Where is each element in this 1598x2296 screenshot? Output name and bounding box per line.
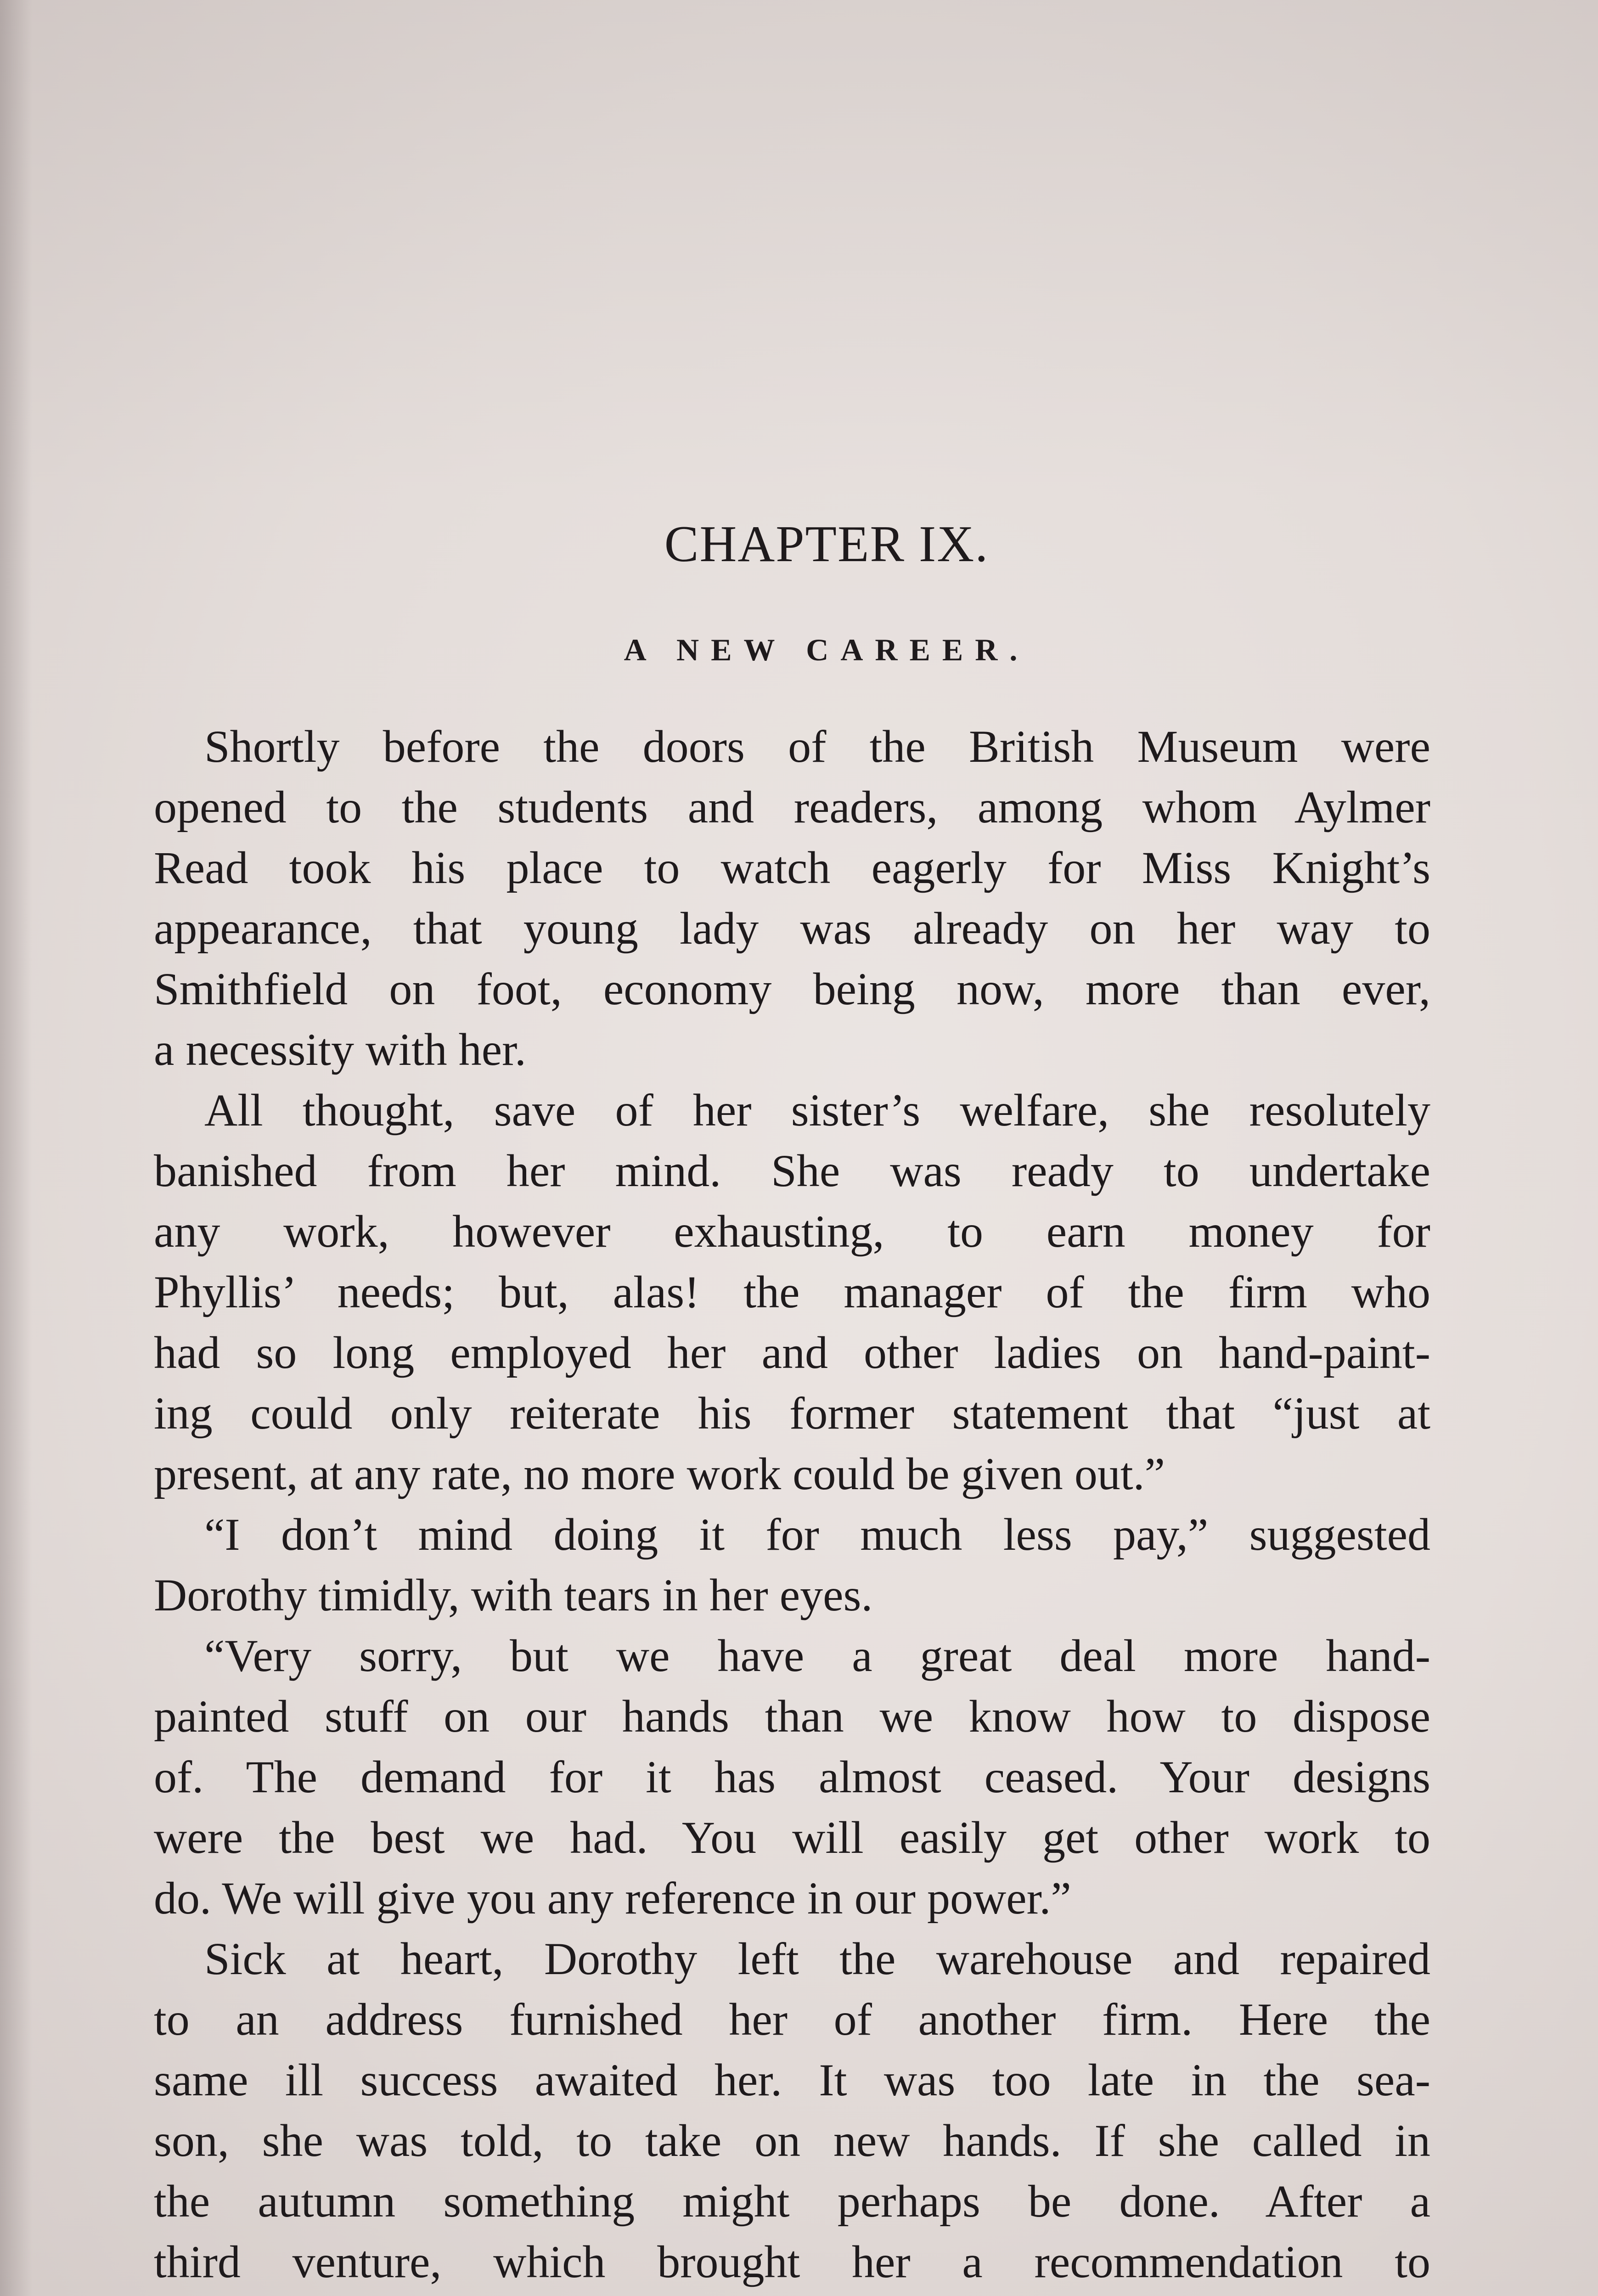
chapter-title: CHAPTER IX. [664, 516, 989, 573]
text-line: Phyllis’ needs; but, alas! the manager of the firm who [154, 1266, 1430, 1317]
text-line: son, she was told, to take on new hands. If she called in [154, 2115, 1430, 2166]
page-edge-shadow [0, 0, 32, 2296]
text-line: had so long employed her and other ladies on hand-paint- [154, 1327, 1430, 1378]
text-line: Smithfield on foot, economy being now, more than ever, [154, 963, 1430, 1014]
text-line: any work, however exhausting, to earn money for [154, 1206, 1430, 1257]
text-line: ing could only reiterate his former statement that “just at [154, 1388, 1430, 1439]
text-line: same ill success awaited her. It was too late in the sea- [154, 2054, 1430, 2105]
text-line: opened to the students and readers, among whom Aylmer [154, 782, 1430, 833]
text-line: do. We will give you any reference in our power.” [154, 1873, 1071, 1924]
body-text [154, 716, 1430, 2296]
text-line: present, at any rate, no more work could be given out.” [154, 1448, 1165, 1499]
text-line: painted stuff on our hands than we know how to dispose [154, 1691, 1430, 1742]
text-line: to an address furnished her of another firm. Here the [154, 1994, 1430, 2045]
text-line: Sick at heart, Dorothy left the warehouse and repaired [204, 1933, 1430, 1984]
text-line: the autumn something might perhaps be done. After a [154, 2176, 1430, 2227]
text-line [154, 2292, 1430, 2296]
text-line: “I don’t mind doing it for much less pay,” suggested [204, 1509, 1430, 1560]
text-line: third venture, which brought her a recommendation to [154, 2236, 1430, 2287]
text-line: a necessity with her. [154, 1024, 526, 1075]
text-line: Shortly before the doors of the British Museum were [204, 721, 1430, 772]
text-line: Dorothy timidly, with tears in her eyes. [154, 1570, 873, 1621]
text-line: appearance, that young lady was already on her way to [154, 903, 1430, 954]
text-line: banished from her mind. She was ready to undertake [154, 1145, 1430, 1196]
chapter-subtitle: A NEW CAREER. [624, 632, 1030, 667]
text-line: were the best we had. You will easily get other work to [154, 1812, 1430, 1863]
text-line: All thought, save of her sister’s welfare, she resolutely [204, 1085, 1430, 1136]
text-line: “Very sorry, but we have a great deal more hand- [204, 1630, 1430, 1681]
text-line: Read took his place to watch eagerly for Miss Knight’s [154, 842, 1430, 893]
text-line: of. The demand for it has almost ceased. Your designs [154, 1751, 1430, 1802]
